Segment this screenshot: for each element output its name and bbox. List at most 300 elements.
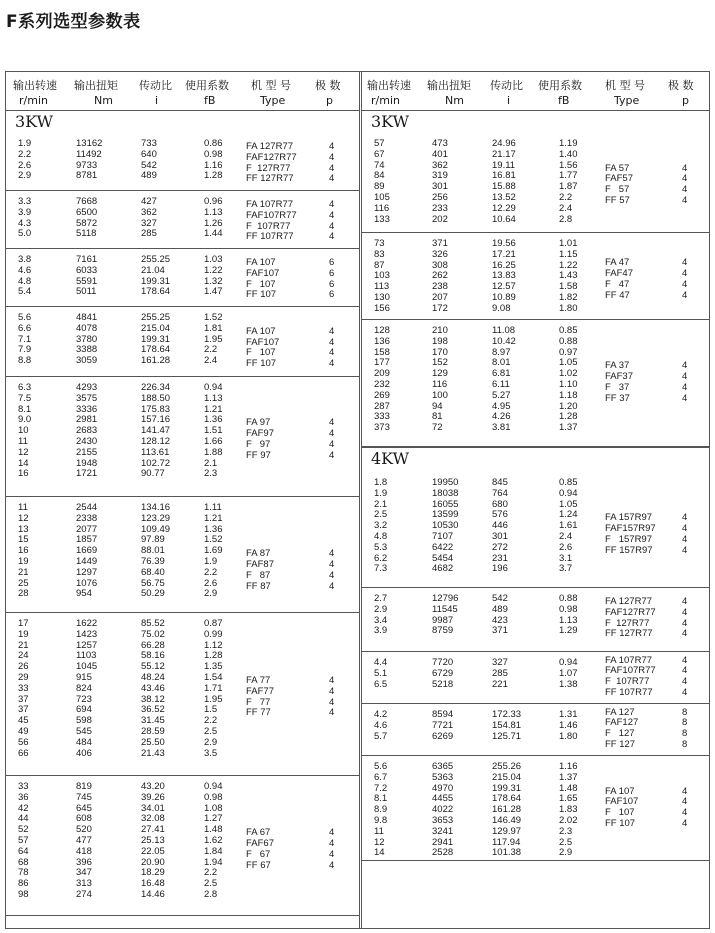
factor-cell: 2.4 <box>559 530 573 542</box>
factor-cell: 2.9 <box>204 588 218 600</box>
poles-cell: 4 <box>682 544 688 556</box>
speed-cell: 5.4 <box>18 286 32 298</box>
factor-cell: 0.98 <box>559 603 578 615</box>
header-speed: 输出转速 <box>13 79 57 92</box>
torque-cell: 274 <box>76 888 92 900</box>
table-row <box>362 564 709 575</box>
torque-cell: 1449 <box>76 555 98 567</box>
torque-cell: 2430 <box>76 435 98 447</box>
table-row <box>362 326 709 337</box>
ratio-cell: 285 <box>141 228 157 240</box>
poles-cell: 4 <box>329 141 335 152</box>
ratio-cell: 123.29 <box>141 512 171 524</box>
header-ratio: 传动比 <box>139 79 172 92</box>
factor-cell: 1.26 <box>204 217 223 229</box>
ratio-cell: 10.89 <box>492 291 516 303</box>
poles-cell: 4 <box>329 162 335 174</box>
model-group <box>362 588 709 652</box>
type-row <box>362 185 709 196</box>
type-cell: FF 157R97 <box>605 544 653 556</box>
type-cell: F 37 <box>605 381 630 393</box>
torque-cell: 598 <box>76 715 92 727</box>
factor-cell: 1.54 <box>204 671 223 683</box>
poles-cell: 6 <box>329 267 335 279</box>
ratio-cell: 427 <box>141 196 157 207</box>
type-cell: FF 107 <box>246 358 277 370</box>
factor-cell: 3.1 <box>559 552 573 564</box>
speed-cell: 15 <box>18 534 29 546</box>
type-cell: FF 107 <box>605 817 636 829</box>
ratio-cell: 141.47 <box>141 425 171 437</box>
ratio-cell: 113.61 <box>141 446 170 458</box>
torque-cell: 301 <box>432 181 448 193</box>
factor-cell: 1.65 <box>559 793 578 805</box>
factor-cell: 2.9 <box>204 736 218 748</box>
factor-cell: 0.99 <box>204 628 223 640</box>
type-row <box>6 429 359 440</box>
poles-cell: 4 <box>329 428 335 440</box>
speed-cell: 67 <box>374 148 385 160</box>
factor-cell: 1.21 <box>204 403 223 415</box>
header-type-unit: Type <box>614 94 640 107</box>
page-title: F系列选型参数表 <box>6 12 141 32</box>
type-row <box>6 327 359 338</box>
ratio-cell: 8.97 <box>492 346 511 358</box>
table-row <box>362 773 709 784</box>
speed-cell: 4.6 <box>18 264 32 276</box>
type-cell: F 127R77 <box>605 617 650 629</box>
torque-cell: 1103 <box>76 650 97 662</box>
type-row <box>362 688 709 699</box>
poles-cell: 8 <box>682 738 688 750</box>
type-row <box>6 280 359 291</box>
torque-cell: 2981 <box>76 414 98 426</box>
ratio-cell: 3.81 <box>492 422 511 434</box>
table-row <box>6 890 359 901</box>
speed-cell: 13 <box>18 523 29 535</box>
table-row <box>6 727 359 738</box>
type-cell: FAF37 <box>605 371 633 383</box>
type-cell: F 107R77 <box>605 676 650 688</box>
torque-cell: 2941 <box>432 836 454 848</box>
poles-cell: 4 <box>682 654 688 666</box>
speed-cell: 6.2 <box>374 552 388 564</box>
speed-cell: 7.1 <box>18 333 32 345</box>
factor-cell: 1.05 <box>559 498 578 510</box>
factor-cell: 1.80 <box>559 302 578 314</box>
poles-cell: 4 <box>329 848 335 860</box>
ratio-cell: 6.81 <box>492 368 511 380</box>
torque-cell: 608 <box>76 813 92 825</box>
factor-cell: 1.48 <box>559 782 578 794</box>
ratio-cell: 21.04 <box>141 264 165 276</box>
type-cell: FA 107 <box>246 257 276 268</box>
poles-cell: 4 <box>682 617 688 629</box>
poles-cell: 4 <box>682 267 688 279</box>
ratio-cell: 27.41 <box>141 824 165 836</box>
type-cell: FF 87 <box>246 580 271 592</box>
type-cell: FF 47 <box>605 289 630 301</box>
type-row <box>362 394 709 405</box>
header-factor-unit: fB <box>204 94 216 107</box>
factor-cell: 1.13 <box>559 614 578 626</box>
speed-cell: 5.3 <box>374 541 388 553</box>
speed-cell: 7.9 <box>18 344 32 356</box>
factor-cell: 2.2 <box>204 344 218 356</box>
speed-cell: 14 <box>18 457 29 469</box>
poles-cell: 4 <box>682 606 688 618</box>
poles-cell: 4 <box>329 569 335 581</box>
ratio-cell: 362 <box>141 206 157 218</box>
ratio-cell: 20.90 <box>141 856 165 868</box>
ratio-cell: 680 <box>492 498 508 510</box>
table-row <box>362 337 709 348</box>
poles-cell: 6 <box>329 257 335 268</box>
ratio-cell: 15.88 <box>492 181 516 193</box>
ratio-cell: 196 <box>492 563 508 575</box>
type-row <box>6 359 359 370</box>
factor-cell: 1.08 <box>204 802 223 814</box>
factor-cell: 1.16 <box>559 761 578 772</box>
ratio-cell: 97.89 <box>141 534 165 546</box>
factor-cell: 1.38 <box>559 678 578 690</box>
torque-cell: 8759 <box>432 625 454 637</box>
ratio-cell: 102.72 <box>141 457 171 469</box>
table-row <box>6 804 359 815</box>
poles-cell: 4 <box>329 358 335 370</box>
poles-cell: 6 <box>329 289 335 301</box>
ratio-cell: 19.11 <box>492 159 516 171</box>
ratio-cell: 22.05 <box>141 845 165 857</box>
ratio-cell: 14.46 <box>141 888 165 900</box>
ratio-cell: 25.13 <box>141 834 165 846</box>
factor-cell: 2.3 <box>559 825 573 837</box>
type-cell: FAF127R77 <box>605 606 656 618</box>
type-cell: FAF127 <box>605 717 639 729</box>
speed-cell: 21 <box>18 566 29 578</box>
poles-cell: 4 <box>682 173 688 185</box>
speed-cell: 49 <box>18 725 29 737</box>
torque-cell: 4293 <box>76 382 98 393</box>
torque-cell: 6365 <box>432 761 454 772</box>
torque-cell: 7721 <box>432 719 454 731</box>
type-cell: FF 67 <box>246 859 271 871</box>
torque-cell: 4841 <box>76 312 98 323</box>
speed-cell: 116 <box>374 202 390 214</box>
speed-cell: 33 <box>18 682 29 694</box>
poles-cell: 8 <box>682 706 688 718</box>
table-row <box>362 215 709 226</box>
torque-cell: 238 <box>432 281 448 293</box>
ratio-cell: 255.25 <box>141 312 171 323</box>
ratio-cell: 172.33 <box>492 709 522 720</box>
speed-cell: 4.4 <box>374 657 388 668</box>
type-row <box>362 546 709 557</box>
ratio-cell: 226.34 <box>141 382 171 393</box>
table-row <box>362 348 709 359</box>
torque-cell: 319 <box>432 170 448 182</box>
type-row <box>6 211 359 222</box>
torque-cell: 396 <box>76 856 92 868</box>
speed-cell: 11 <box>374 825 384 837</box>
type-cell: FF 127R77 <box>246 173 294 185</box>
type-cell: F 107 <box>246 347 276 359</box>
type-row <box>362 718 709 729</box>
factor-cell: 1.32 <box>204 275 223 287</box>
torque-cell: 3575 <box>76 392 98 404</box>
ratio-cell: 34.01 <box>141 802 165 814</box>
speed-cell: 2.2 <box>18 148 32 160</box>
factor-cell: 1.83 <box>559 804 578 816</box>
type-row <box>362 280 709 291</box>
ratio-cell: 371 <box>492 625 508 637</box>
ratio-cell: 10.42 <box>492 335 516 347</box>
torque-cell: 406 <box>76 747 92 759</box>
speed-cell: 103 <box>374 270 390 282</box>
torque-cell: 1297 <box>76 566 98 578</box>
ratio-cell: 28.59 <box>141 725 165 737</box>
factor-cell: 0.94 <box>204 382 223 393</box>
factor-cell: 2.6 <box>559 541 573 553</box>
torque-cell: 1721 <box>76 468 98 480</box>
poles-cell: 4 <box>682 289 688 301</box>
speed-cell: 5.6 <box>18 312 32 323</box>
ratio-cell: 146.49 <box>492 814 522 826</box>
factor-cell: 0.87 <box>204 618 223 629</box>
ratio-cell: 21.43 <box>141 747 165 759</box>
torque-cell: 308 <box>432 259 448 271</box>
type-row <box>6 338 359 349</box>
speed-cell: 19 <box>18 555 29 567</box>
poles-cell: 4 <box>329 231 335 243</box>
ratio-cell: 21.17 <box>492 148 516 160</box>
speed-cell: 130 <box>374 291 390 303</box>
speed-cell: 12 <box>18 512 29 524</box>
type-cell: FF 77 <box>246 707 271 719</box>
factor-cell: 1.52 <box>204 312 223 323</box>
factor-cell: 1.31 <box>559 709 578 720</box>
speed-cell: 3.8 <box>18 254 32 265</box>
factor-cell: 0.86 <box>204 138 223 149</box>
factor-cell: 1.81 <box>204 322 223 334</box>
type-cell: FA 157R97 <box>605 512 653 524</box>
ratio-cell: 43.20 <box>141 781 165 792</box>
type-row <box>6 850 359 861</box>
factor-cell: 2.1 <box>204 457 218 469</box>
factor-cell: 2.8 <box>559 213 573 225</box>
poles-cell: 4 <box>682 162 688 174</box>
ratio-cell: 175.83 <box>141 403 171 415</box>
poles-cell: 4 <box>329 548 335 560</box>
type-row <box>362 677 709 688</box>
poles-cell: 4 <box>682 533 688 545</box>
type-row <box>362 808 709 819</box>
factor-cell: 0.97 <box>559 346 578 358</box>
speed-cell: 37 <box>18 704 29 716</box>
torque-cell: 745 <box>76 791 92 803</box>
ratio-cell: 6.11 <box>492 378 510 390</box>
poles-cell: 4 <box>329 417 335 429</box>
factor-cell: 1.11 <box>204 502 222 513</box>
factor-cell: 2.9 <box>559 847 573 859</box>
speed-cell: 1.8 <box>374 477 388 488</box>
ratio-cell: 161.28 <box>492 804 522 816</box>
torque-cell: 1622 <box>76 618 98 629</box>
poles-cell: 4 <box>329 209 335 221</box>
torque-cell: 7668 <box>76 196 98 207</box>
poles-cell: 4 <box>329 199 335 210</box>
factor-cell: 2.5 <box>204 725 218 737</box>
speed-cell: 3.3 <box>18 196 32 207</box>
speed-cell: 3.4 <box>374 614 388 626</box>
table-row <box>362 412 709 423</box>
ratio-cell: 255.26 <box>492 761 522 772</box>
model-group <box>6 377 359 497</box>
speed-cell: 25 <box>18 577 29 589</box>
speed-cell: 5.0 <box>18 228 32 240</box>
poles-cell: 4 <box>682 817 688 829</box>
torque-cell: 3241 <box>432 825 454 837</box>
model-group <box>362 233 709 320</box>
factor-cell: 1.46 <box>559 719 578 731</box>
type-cell: FAF77 <box>246 685 274 697</box>
type-cell: FA 57 <box>605 162 630 174</box>
ratio-cell: 845 <box>492 477 508 488</box>
speed-cell: 36 <box>18 791 29 803</box>
type-row <box>6 222 359 233</box>
right-column <box>362 72 709 928</box>
torque-cell: 3336 <box>76 403 98 415</box>
speed-cell: 44 <box>18 813 29 825</box>
type-cell: FF 127R77 <box>605 628 653 640</box>
table-row <box>6 814 359 825</box>
poles-cell: 4 <box>682 360 688 372</box>
type-cell: F 127R77 <box>246 162 291 174</box>
factor-cell: 2.02 <box>559 814 578 826</box>
factor-cell: 0.88 <box>559 593 578 604</box>
speed-cell: 4.8 <box>18 275 32 287</box>
type-row <box>362 729 709 740</box>
ratio-cell: 88.01 <box>141 545 165 557</box>
speed-cell: 3.9 <box>18 206 32 218</box>
factor-cell: 3.7 <box>559 563 573 575</box>
factor-cell: 1.28 <box>204 170 223 182</box>
ratio-cell: 5.27 <box>492 389 511 401</box>
type-row <box>6 839 359 850</box>
torque-cell: 3780 <box>76 333 98 345</box>
factor-cell: 1.16 <box>204 159 223 171</box>
speed-cell: 2.6 <box>18 159 32 171</box>
type-row <box>6 174 359 185</box>
torque-cell: 7720 <box>432 657 454 668</box>
speed-cell: 287 <box>374 400 390 412</box>
speed-cell: 5.6 <box>374 761 388 772</box>
torque-cell: 915 <box>76 671 92 683</box>
factor-cell: 2.2 <box>204 715 218 727</box>
section-title: 4KW <box>362 447 709 472</box>
ratio-cell: 109.49 <box>141 523 171 535</box>
header-torque-unit: Nm <box>445 94 464 107</box>
factor-cell: 1.29 <box>559 625 578 637</box>
ratio-cell: 154.81 <box>492 719 522 731</box>
ratio-cell: 19.56 <box>492 238 516 249</box>
ratio-cell: 301 <box>492 530 508 542</box>
torque-cell: 362 <box>432 159 448 171</box>
speed-cell: 4.6 <box>374 719 388 731</box>
type-cell: F 157R97 <box>605 533 652 545</box>
poles-cell: 4 <box>329 696 335 708</box>
type-cell: FAF107 <box>605 796 639 808</box>
type-cell: F 87 <box>246 569 271 581</box>
torque-cell: 116 <box>432 378 448 390</box>
torque-cell: 1423 <box>76 628 98 640</box>
torque-cell: 4455 <box>432 793 454 805</box>
speed-cell: 8.9 <box>374 804 388 816</box>
type-cell: FAF67 <box>246 837 274 849</box>
poles-cell: 4 <box>329 336 335 348</box>
type-row <box>6 687 359 698</box>
type-cell: FA 127R77 <box>246 141 294 152</box>
poles-cell: 8 <box>682 728 688 740</box>
speed-cell: 28 <box>18 588 29 600</box>
table-row <box>6 641 359 652</box>
header-type-unit: Type <box>260 94 286 107</box>
ratio-cell: 25.50 <box>141 736 165 748</box>
torque-cell: 6729 <box>432 667 454 679</box>
type-cell: FA 77 <box>246 675 271 686</box>
factor-cell: 1.58 <box>559 281 578 293</box>
torque-cell: 371 <box>432 238 448 249</box>
torque-cell: 520 <box>76 824 92 836</box>
factor-cell: 1.27 <box>204 813 223 825</box>
speed-cell: 57 <box>374 138 385 149</box>
speed-cell: 8.1 <box>374 793 388 805</box>
speed-cell: 57 <box>18 834 29 846</box>
torque-cell: 347 <box>76 867 92 879</box>
torque-cell: 7161 <box>76 254 98 265</box>
header-torque: 输出扭矩 <box>427 79 471 92</box>
speed-cell: 68 <box>18 856 29 868</box>
torque-cell: 5363 <box>432 771 454 783</box>
factor-cell: 1.18 <box>559 389 578 401</box>
type-row <box>362 666 709 677</box>
torque-cell: 9987 <box>432 614 454 626</box>
type-cell: FAF87 <box>246 558 274 570</box>
type-row <box>6 269 359 280</box>
table-row <box>362 423 709 434</box>
torque-cell: 954 <box>76 588 92 600</box>
ratio-cell: 55.12 <box>141 661 165 673</box>
type-cell: FA 107 <box>246 325 276 337</box>
speed-cell: 7.2 <box>374 782 388 794</box>
poles-cell: 6 <box>329 278 335 290</box>
speed-cell: 136 <box>374 335 390 347</box>
factor-cell: 0.85 <box>559 477 578 488</box>
ratio-cell: 733 <box>141 138 157 149</box>
header-poles: 极 数 <box>315 79 341 92</box>
speed-cell: 74 <box>374 159 385 171</box>
torque-cell: 5872 <box>76 217 98 229</box>
speed-cell: 12 <box>18 446 29 458</box>
factor-cell: 1.87 <box>559 181 578 193</box>
ratio-cell: 12.57 <box>492 281 516 293</box>
type-row <box>6 440 359 451</box>
speed-cell: 42 <box>18 802 29 814</box>
factor-cell: 1.61 <box>559 520 578 532</box>
ratio-cell: 31.45 <box>141 715 165 727</box>
ratio-cell: 8.01 <box>492 357 511 369</box>
torque-cell: 3059 <box>76 355 98 367</box>
